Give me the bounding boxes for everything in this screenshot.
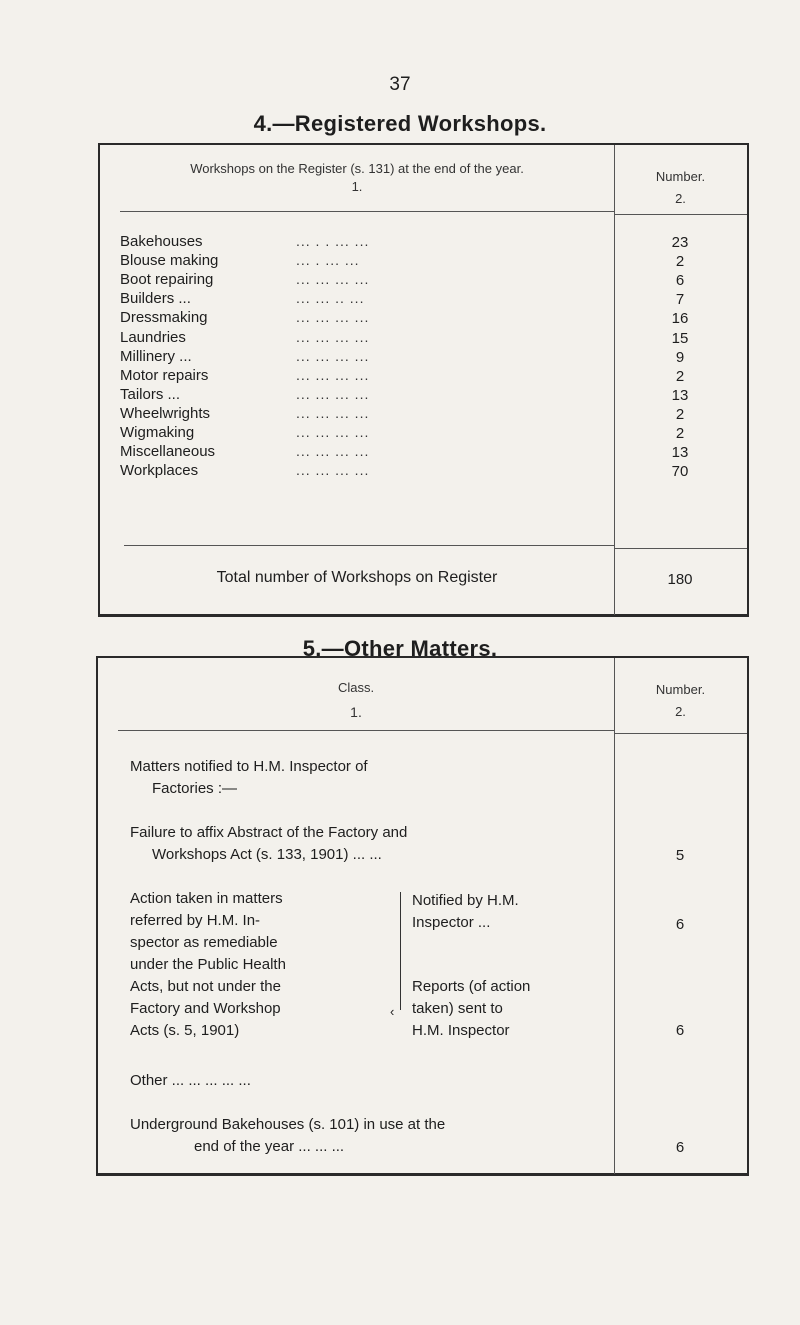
workshop-row-value: 16	[671, 310, 689, 328]
action-line: Action taken in matters	[130, 890, 283, 907]
workshop-row-value: 23	[671, 234, 689, 251]
workshops-table	[98, 143, 749, 617]
action-line: Factory and Workshop	[130, 1000, 281, 1017]
notified-line: Inspector ...	[412, 914, 491, 931]
leader-dots: ... ... ... ...	[296, 347, 370, 364]
workshop-row-label: Wigmaking	[120, 424, 195, 441]
leader-dots: ... ... ... ...	[296, 462, 370, 479]
notified-line: Notified by H.M.	[412, 892, 519, 909]
notified-value: 6	[675, 916, 685, 933]
reports-line: Reports (of action	[412, 978, 531, 995]
other-matters-table	[96, 656, 749, 1176]
column-divider	[614, 145, 615, 615]
other-col2-header: Number.	[655, 682, 706, 697]
workshop-row-value: 70	[671, 463, 689, 481]
leader-dots: ... . . ... ...	[296, 233, 370, 249]
underground-line-1: Underground Bakehouses (s. 101) in use at the	[130, 1116, 446, 1133]
other-col2-index: 2.	[675, 704, 686, 719]
brace-point: ‹	[390, 1004, 395, 1019]
header-rule	[120, 211, 614, 212]
workshop-row-label: Blouse making	[120, 252, 219, 270]
header-rule	[614, 733, 747, 734]
leader-dots: ... ... ... ...	[296, 309, 370, 326]
underground-value: 6	[675, 1139, 685, 1156]
intro-line-2: Factories :—	[152, 780, 238, 797]
workshop-row-label: Laundries	[120, 328, 186, 346]
total-rule	[124, 545, 614, 546]
workshop-row-label: Workplaces	[120, 462, 199, 480]
workshop-row-value: 13	[671, 444, 689, 462]
workshops-title: 4.—Registered Workshops.	[253, 111, 547, 136]
workshops-col2-index: 2.	[675, 191, 686, 206]
failure-line-1: Failure to affix Abstract of the Factory and	[130, 824, 408, 841]
workshop-row-value: 9	[675, 348, 685, 366]
leader-dots: ... . ... ...	[296, 252, 360, 269]
action-line: referred by H.M. In-	[130, 912, 261, 929]
reports-line: H.M. Inspector	[412, 1022, 510, 1039]
workshop-row-label: Miscellaneous	[120, 443, 216, 461]
total-label: Total number of Workshops on Register	[216, 569, 498, 586]
action-line: spector as remediable	[130, 934, 278, 951]
workshop-row-value: 13	[671, 386, 689, 404]
workshop-row-label: Boot repairing	[120, 271, 214, 289]
brace	[400, 892, 401, 1010]
workshop-row-label: Wheelwrights	[120, 404, 211, 422]
action-line: Acts, but not under the	[130, 978, 281, 995]
workshop-row-value: 6	[675, 272, 685, 290]
total-rule	[614, 548, 747, 549]
workshop-row-value: 2	[675, 425, 685, 442]
leader-dots: ... ... ... ...	[296, 385, 370, 402]
leader-dots: ... ... ... ...	[296, 404, 370, 421]
workshops-col2-header: Number.	[655, 169, 706, 184]
leader-dots: ... ... .. ...	[296, 290, 365, 307]
leader-dots: ... ... ... ...	[296, 271, 370, 288]
workshop-row-label: Millinery ...	[120, 347, 192, 365]
total-value: 180	[667, 571, 693, 588]
reports-line: taken) sent to	[412, 1000, 503, 1017]
workshop-row-label: Bakehouses	[120, 233, 203, 250]
workshop-row-label: Dressmaking	[120, 309, 208, 327]
reports-value: 6	[675, 1022, 685, 1039]
workshop-row-value: 2	[675, 253, 685, 271]
other-col1-header: Class.	[337, 680, 375, 695]
leader-dots: ... ... ... ...	[296, 366, 370, 383]
header-rule	[614, 214, 747, 215]
workshops-col1-header: Workshops on the Register (s. 131) at the end of the year.	[190, 161, 524, 176]
workshop-row-value: 15	[671, 329, 689, 347]
workshop-row-label: Tailors ...	[120, 385, 181, 403]
workshop-row-value: 2	[675, 405, 685, 423]
intro-line-1: Matters notified to H.M. Inspector of	[130, 758, 368, 775]
action-line: Acts (s. 5, 1901)	[130, 1022, 240, 1039]
workshop-row-label: Builders ...	[120, 290, 191, 308]
page-number: 37	[389, 74, 411, 95]
column-divider	[614, 658, 615, 1174]
leader-dots: ... ... ... ...	[296, 328, 370, 345]
leader-dots: ... ... ... ...	[296, 443, 370, 460]
header-rule	[118, 730, 614, 731]
workshops-col1-index: 1.	[351, 179, 363, 194]
underground-line-2: end of the year ... ... ...	[194, 1138, 345, 1155]
workshop-row-label: Motor repairs	[120, 366, 209, 384]
workshop-row-value: 2	[675, 367, 685, 385]
failure-value: 5	[675, 847, 685, 864]
other-col1-index: 1.	[350, 704, 362, 720]
workshop-row-value: 7	[675, 291, 685, 309]
leader-dots: ... ... ... ...	[296, 424, 370, 440]
action-line: under the Public Health	[130, 956, 286, 973]
failure-line-2: Workshops Act (s. 133, 1901) ... ...	[152, 846, 382, 863]
other-matters-title: 5.—Other Matters.	[302, 636, 498, 661]
other-row-label: Other ... ... ... ... ...	[130, 1072, 251, 1089]
